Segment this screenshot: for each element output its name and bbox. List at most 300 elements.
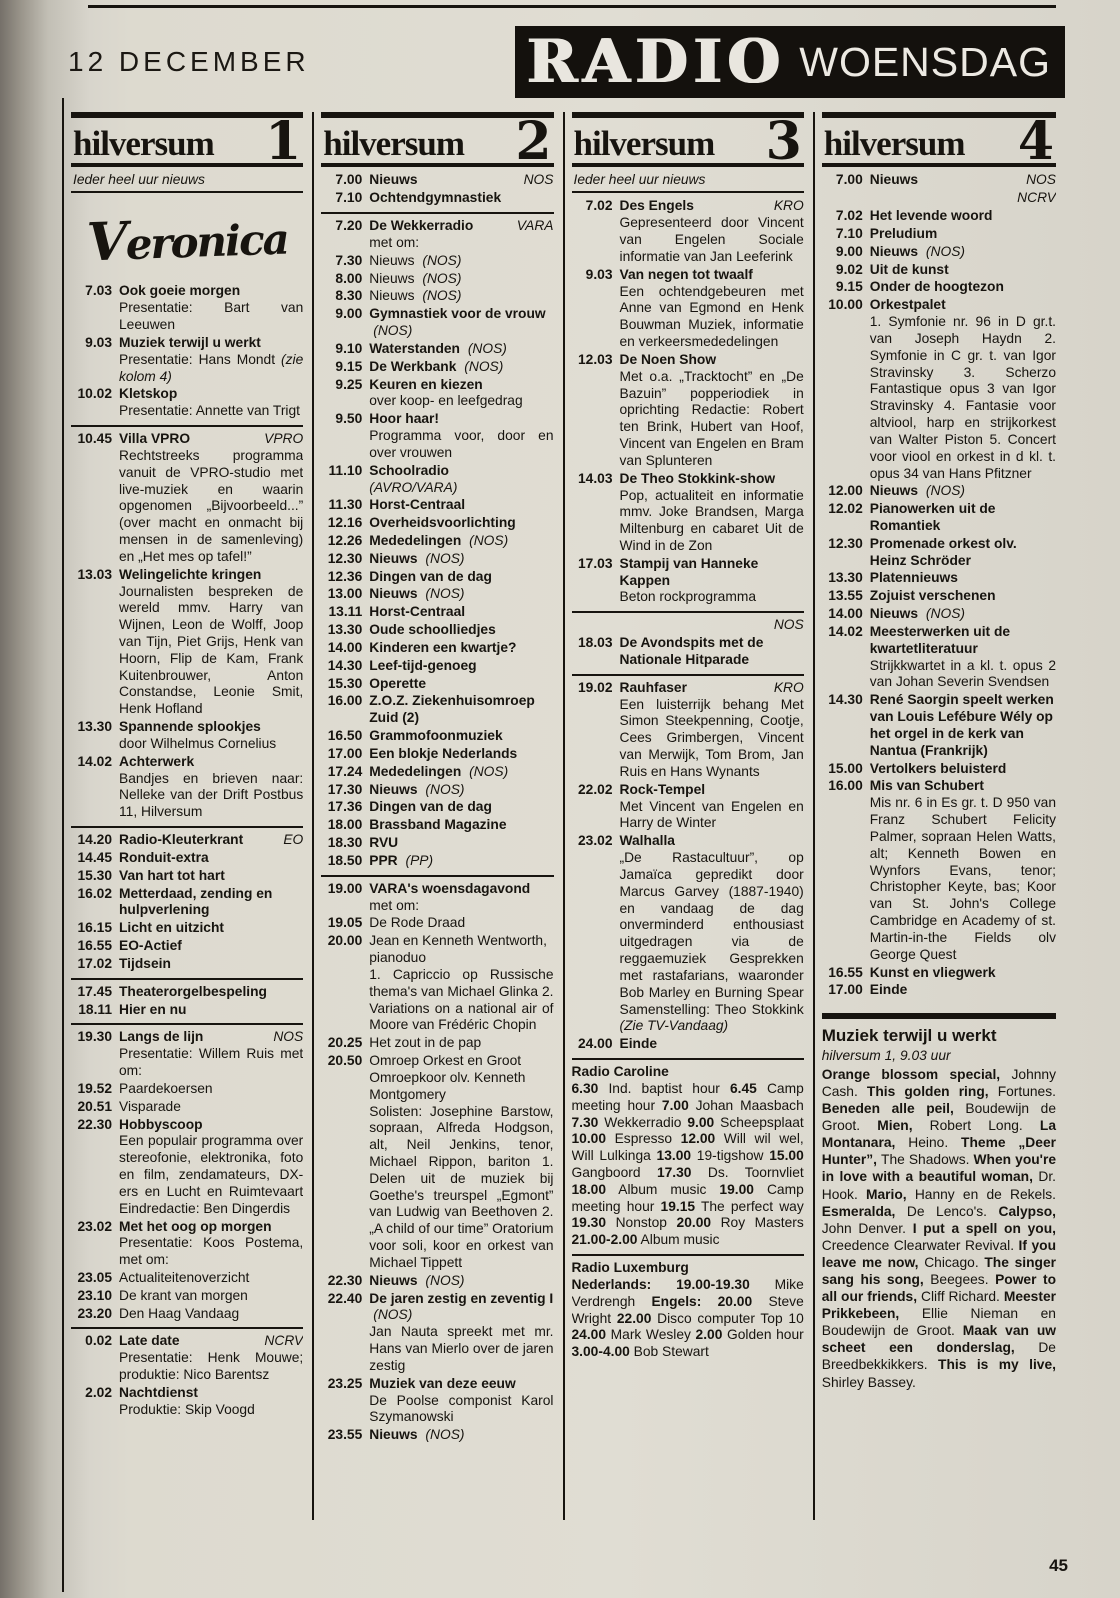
program-body	[369, 853, 553, 870]
program-body	[369, 411, 553, 461]
program-row	[321, 1035, 553, 1052]
program-row	[71, 1029, 303, 1079]
program-row	[822, 588, 1056, 605]
program-entry	[71, 719, 303, 753]
program-body	[870, 570, 1056, 587]
program-title: Orkestpalet	[869, 297, 946, 313]
program-row	[71, 335, 303, 385]
program-row	[822, 190, 1056, 207]
program-entry	[71, 335, 303, 385]
program-entry	[71, 920, 303, 937]
program-row	[321, 728, 553, 745]
song-title: Maak van uw scheet een donderslag ,	[822, 1323, 1056, 1355]
program-time: 23.02	[577, 833, 613, 849]
program-details: Presentatie: Hans Mondt (zie kolom 4)	[119, 351, 304, 384]
program-row	[321, 835, 553, 852]
column-header-2	[321, 111, 553, 172]
program-body	[369, 306, 553, 340]
song-title: Esmeralda ,	[822, 1204, 907, 1219]
program-row	[321, 622, 553, 639]
program-network-suffix: (NOS)	[425, 1272, 465, 1288]
program-entry	[321, 728, 553, 745]
program-title: Rock-Tempel	[619, 781, 706, 797]
program-time: 7.00	[335, 172, 363, 188]
program-details: met om:	[369, 897, 420, 913]
program-body	[369, 622, 553, 639]
program-entry	[71, 978, 303, 1001]
program-list-2	[321, 167, 553, 1444]
program-body	[119, 868, 303, 885]
program-time: 13.30	[327, 622, 363, 638]
program-entry	[71, 1385, 303, 1419]
program-row	[822, 570, 1056, 587]
program-row	[321, 569, 553, 586]
program-network-suffix: (NOS)	[925, 243, 965, 259]
program-time: 12.00	[828, 483, 863, 499]
program-network-suffix: (NOS)	[467, 340, 507, 356]
column-hilversum-4	[815, 112, 1065, 1520]
program-title: Einde	[869, 982, 908, 998]
track-item	[822, 1204, 999, 1219]
program-title: Mededelingen	[369, 763, 462, 779]
program-body	[119, 386, 303, 420]
program-title: Des Engels	[619, 198, 694, 214]
artist-name: Chicago .	[924, 1255, 984, 1270]
program-row	[572, 782, 804, 832]
program-time: 20.50	[327, 1053, 363, 1069]
program-time: 10.45	[77, 431, 112, 447]
broadcaster-tag: NOS	[773, 617, 804, 633]
artist-name: John Denver .	[822, 1221, 913, 1236]
program-entry	[321, 1376, 553, 1426]
program-time: 14.20	[77, 832, 112, 848]
column-hilversum-3	[565, 112, 815, 1520]
program-entry	[321, 799, 553, 816]
program-time: 16.00	[828, 778, 863, 794]
program-details: Mis nr. 6 in Es gr. t. D 950 van Franz Schubert Felicity Palmer, sopraan Helen Watts, alt; Kenneth Bowen en Wynfors Evans, tenor; Christopher Keyte, bas; Koor van St. John's College Cambridge en Academy of st. Martin-in-the Fields olv George Quest	[869, 795, 1056, 962]
artist-name: The Shadows .	[881, 1152, 974, 1167]
program-title: Omroep Orkest en Groot Omroepkoor olv. Kenneth Montgomery	[369, 1053, 526, 1102]
program-time: 23.20	[77, 1305, 112, 1321]
track-item	[867, 1084, 1056, 1099]
program-title: Rauhfaser	[619, 679, 687, 695]
program-title: Grammofoonmuziek	[369, 728, 503, 744]
program-title: Leef-tijd-genoeg	[369, 657, 477, 673]
program-body	[119, 1029, 303, 1079]
program-entry	[71, 886, 303, 920]
program-body	[369, 604, 553, 621]
program-entry	[321, 359, 553, 376]
column-number: 4	[1017, 111, 1054, 172]
program-entry	[321, 551, 553, 568]
program-title: Overheidsvoorlichting	[369, 515, 516, 531]
program-entry	[321, 622, 553, 639]
program-time: 17.00	[828, 982, 863, 998]
program-entry	[71, 1099, 303, 1116]
program-entry	[321, 817, 553, 834]
program-body	[620, 833, 804, 1035]
program-entry	[321, 1427, 553, 1444]
program-row	[321, 359, 553, 376]
track-list	[822, 1066, 1056, 1391]
program-entry	[321, 853, 553, 870]
program-title: Schoolradio	[369, 462, 449, 478]
column-name: hilversum	[73, 124, 214, 164]
program-time: 17.24	[327, 763, 363, 779]
program-row	[321, 377, 553, 411]
program-entry	[71, 386, 303, 420]
program-body	[369, 782, 553, 799]
program-entry	[822, 536, 1056, 570]
program-title: Promenade orkest olv. Heinz Schröder	[869, 535, 1017, 568]
program-entry	[822, 778, 1056, 963]
program-time: 9.00	[335, 306, 363, 322]
program-title: Horst-Centraal	[369, 604, 466, 620]
program-entry	[321, 764, 553, 781]
program-entry	[822, 761, 1056, 778]
program-time: 15.30	[77, 867, 112, 883]
program-body	[620, 635, 804, 669]
program-time: 11.30	[328, 497, 363, 513]
column-header-3	[572, 111, 804, 172]
program-entry	[572, 635, 804, 669]
date-label: 12 DECEMBER	[68, 46, 310, 77]
program-title: Nieuws	[369, 288, 415, 304]
program-title: Theaterorgelbespeling	[119, 983, 267, 999]
muziek-terwijl-u-werkt-box	[822, 1013, 1056, 1390]
program-time: 23.10	[77, 1287, 112, 1303]
program-title: René Saorgin speelt werken van Louis Lefébure Wély op het orgel in de kerk van Nantua (Frankrijk)	[869, 692, 1054, 758]
program-time: 17.45	[77, 983, 112, 999]
program-title: Meesterwerken uit de kwartetliteratuur	[869, 623, 1011, 656]
program-body	[369, 551, 553, 568]
program-network-suffix: (NOS)	[469, 533, 509, 548]
program-time: 24.00	[577, 1036, 613, 1052]
program-body	[119, 956, 303, 973]
column-header-4	[822, 111, 1056, 172]
program-time: 15.30	[327, 675, 363, 691]
song-title: Mien ,	[877, 1118, 929, 1133]
program-network-suffix: (NOS)	[373, 323, 413, 339]
program-entry	[321, 533, 553, 550]
program-time: 16.50	[327, 728, 363, 744]
program-entry	[321, 212, 553, 252]
program-title: Ochtendgymnastiek	[369, 190, 502, 206]
program-entry	[321, 172, 553, 189]
program-row	[321, 853, 553, 870]
box-subtitle: hilversum 1, 9.03 uur	[821, 1047, 951, 1063]
program-list-3	[572, 193, 804, 1361]
program-entry	[71, 754, 303, 821]
program-time: 13.00	[327, 586, 363, 602]
program-details: over koop- en leefgedrag	[369, 393, 523, 409]
program-details: Journalisten bespreken de wereld mmv. Harry van Wijnen, Leon de Wolff, Joop van Tijn, Piet Grijs, Henk van Hoorn, Flip de Kam, Frank Kuitenbrouwer, Anton Constandse, Leonie Smit, Henk Hofland	[119, 583, 304, 717]
program-title: Visparade	[119, 1098, 181, 1114]
program-entry	[71, 1002, 303, 1019]
program-row	[572, 1260, 804, 1361]
program-time: 8.30	[335, 288, 363, 304]
program-body	[119, 1219, 303, 1269]
program-time: 18.30	[327, 835, 363, 851]
column-number: 2	[515, 111, 552, 172]
program-row	[822, 297, 1056, 482]
program-entry	[572, 1058, 804, 1249]
program-entry	[822, 226, 1056, 243]
program-row	[321, 1376, 553, 1426]
program-entry	[822, 501, 1056, 535]
broadcaster-tag: NCRV	[1017, 190, 1056, 206]
program-details: Een populair programma over stereofonie, elektronika, foto en film, zendamateurs, DX-ers en Lucht en Ruimtevaart Eindredactie: Ben Dingerdis	[119, 1133, 304, 1216]
program-time: 20.00	[327, 933, 363, 949]
program-title: Mededelingen	[369, 533, 462, 548]
program-entry	[71, 1327, 303, 1383]
program-entry	[572, 352, 804, 470]
program-time: 0.02	[85, 1333, 112, 1349]
program-row	[822, 172, 1056, 189]
program-body	[119, 1288, 303, 1305]
program-network-suffix: (NOS)	[425, 1427, 465, 1443]
program-row	[321, 551, 553, 568]
program-entry	[572, 471, 804, 555]
program-body	[369, 497, 553, 514]
song-title: Power to all our friends ,	[822, 1272, 1056, 1304]
program-details: De Poolse componist Karol Szymanowski	[369, 1392, 554, 1425]
program-title: De Wekkerradio	[369, 218, 474, 234]
program-time: 12.02	[828, 501, 863, 517]
program-title: Late date	[119, 1333, 180, 1349]
broadcaster-tag: NOS	[1026, 172, 1056, 188]
program-entry	[321, 271, 553, 288]
program-row	[321, 271, 553, 288]
program-entry	[321, 463, 553, 497]
program-entry	[321, 1035, 553, 1052]
program-details: Bandjes en brieven naar: Nelleke van der Drift Postbus 11, Hilversum	[119, 770, 304, 820]
program-network-suffix: (NOS)	[469, 763, 509, 779]
program-time: 12.03	[577, 351, 613, 367]
program-title: Keuren en kiezen	[369, 376, 483, 392]
program-title: Platennieuws	[869, 570, 958, 586]
program-title: Kletskop	[119, 386, 178, 402]
program-row	[572, 635, 804, 669]
column-hilversum-1	[64, 112, 314, 1520]
program-title: Nieuws	[869, 172, 919, 188]
program-row	[321, 172, 553, 189]
program-row	[822, 965, 1056, 982]
program-title: Waterstanden	[369, 340, 460, 356]
song-title: If you leave me now ,	[822, 1238, 1056, 1270]
program-network-suffix: (NOS)	[425, 781, 465, 797]
program-time: 20.51	[77, 1098, 112, 1114]
program-time: 22.02	[577, 781, 613, 797]
program-title: Langs de lijn	[119, 1029, 204, 1045]
program-details: Nederlands: 19.00-19.30 Mike Verdrengh Engels: 20.00 Steve Wright 22.00 Disco computer Top 10 24.00 Mark Wesley 2.00 Golden hour 3.00-4.00 Bob Stewart	[571, 1276, 804, 1360]
program-row	[321, 586, 553, 603]
program-time: 17.02	[77, 955, 112, 971]
program-entry	[822, 190, 1056, 207]
program-entry	[572, 1036, 804, 1053]
program-title: Dingen van de dag	[369, 799, 492, 815]
program-body	[119, 1385, 303, 1419]
program-body	[119, 1333, 303, 1383]
program-body	[369, 1291, 553, 1375]
program-row	[71, 850, 303, 867]
program-time: 19.30	[77, 1029, 112, 1045]
program-time: 9.25	[335, 376, 363, 392]
program-body	[369, 1273, 553, 1290]
program-row	[71, 832, 303, 849]
program-time: 7.00	[835, 172, 863, 188]
program-title: Van negen tot twaalf	[619, 266, 753, 282]
program-body	[369, 190, 553, 207]
program-time: 17.00	[327, 745, 363, 761]
column-header-1	[71, 111, 303, 172]
program-time: 14.00	[327, 639, 363, 655]
program-entry	[572, 267, 804, 351]
program-row	[822, 536, 1056, 570]
program-body	[870, 262, 1056, 279]
program-body	[119, 1002, 303, 1019]
program-time: 17.30	[327, 781, 363, 797]
program-entry	[822, 262, 1056, 279]
program-entry	[71, 1306, 303, 1323]
broadcaster-tag: KRO	[773, 679, 804, 695]
program-time: 14.02	[77, 753, 112, 769]
program-entry	[822, 244, 1056, 261]
program-title: Hier en nu	[119, 1001, 187, 1017]
program-time: 22.40	[327, 1290, 363, 1306]
program-row	[822, 483, 1056, 500]
program-entry	[321, 933, 553, 1034]
program-title: Tijdsein	[119, 955, 171, 971]
program-title: Nieuws	[369, 1272, 418, 1288]
program-entry	[822, 208, 1056, 225]
program-title: RVU	[369, 835, 399, 851]
program-row	[822, 606, 1056, 623]
program-row	[71, 938, 303, 955]
program-title: Muziek van deze eeuw	[369, 1375, 516, 1391]
program-body	[369, 764, 553, 781]
column-hilversum-2	[314, 112, 564, 1520]
program-body	[369, 746, 553, 763]
program-time: 19.52	[77, 1080, 112, 1096]
program-body	[119, 567, 303, 718]
program-row	[822, 208, 1056, 225]
program-time: 17.36	[327, 799, 363, 815]
program-time: 13.11	[328, 604, 363, 620]
program-body	[119, 719, 303, 753]
program-details: Presentatie: Annette van Trigt	[119, 403, 301, 419]
artist-name: De Breedbekkikkers .	[822, 1340, 1056, 1372]
program-body	[870, 692, 1056, 759]
program-row	[321, 933, 553, 1034]
program-details: Presentatie: Bart van Leeuwen	[119, 300, 304, 333]
program-body	[369, 172, 553, 189]
program-time: 9.50	[335, 411, 363, 427]
program-title: EO-Actief	[119, 938, 182, 954]
program-body	[870, 965, 1056, 982]
program-body	[822, 190, 1056, 207]
program-entry	[822, 982, 1056, 999]
program-time: 7.20	[335, 218, 363, 234]
program-title: Z.O.Z. Ziekenhuisomroep Zuid (2)	[369, 693, 535, 726]
program-time: 14.30	[828, 692, 863, 708]
program-row	[321, 658, 553, 675]
program-time: 18.03	[577, 635, 613, 651]
program-title: Gymnastiek voor de vrouw	[369, 306, 546, 322]
program-details: Programma voor, door en over vrouwen	[369, 428, 554, 460]
program-entry	[572, 833, 804, 1035]
program-entry	[321, 640, 553, 657]
hourly-news-note: Ieder heel uur nieuws	[572, 167, 804, 193]
program-body	[369, 271, 553, 288]
program-details: met om:	[369, 234, 420, 250]
program-body	[870, 606, 1056, 623]
song-title: This is my live ,	[938, 1357, 1056, 1372]
program-time: 9.00	[835, 243, 863, 259]
program-row	[822, 279, 1056, 296]
program-title: Kinderen een kwartje?	[369, 639, 517, 655]
program-body	[369, 533, 553, 550]
program-time: 9.03	[85, 334, 112, 350]
program-time: 9.03	[585, 266, 613, 282]
program-time: 22.30	[327, 1272, 363, 1288]
program-row	[572, 198, 804, 265]
program-network-suffix: (NOS)	[464, 358, 504, 374]
program-body	[870, 226, 1056, 243]
artist-name: De Lenco's .	[907, 1204, 999, 1219]
column-number: 3	[765, 111, 802, 172]
program-title: Met het oog op morgen	[119, 1218, 272, 1234]
program-time: 23.25	[327, 1375, 363, 1391]
program-time: 14.00	[828, 606, 863, 622]
program-title: Oude schoolliedjes	[369, 622, 496, 638]
program-title: Brassband Magazine	[369, 817, 507, 833]
hourly-news-note: Ieder heel uur nieuws	[71, 167, 303, 193]
program-details: Met o.a. „Tracktocht” en „De Bazuin” popperiodiek in oprichting Redactie: Robert ten Brink, Hubert van Hoof, Vincent van Engelen en Bram van Splunteren	[619, 368, 804, 468]
program-time: 12.26	[327, 533, 363, 548]
program-body	[369, 835, 553, 852]
program-title: VARA's woensdagavond	[369, 880, 531, 896]
program-body	[119, 754, 303, 821]
program-network-suffix: (NOS)	[373, 1307, 413, 1323]
program-title: Stampij van Hanneke Kappen	[619, 555, 759, 588]
program-body	[870, 297, 1056, 482]
song-title: Orange blossom special ,	[822, 1067, 1012, 1082]
program-entry	[71, 425, 303, 566]
broadcaster-tag: KRO	[773, 198, 804, 214]
program-row	[572, 471, 804, 555]
program-body	[369, 658, 553, 675]
program-details: 6.30 Ind. baptist hour 6.45 Camp meeting hour 7.00 Johan Maasbach 7.30 Wekkerradio 9.00 Scheepsplaat 10.00 Espresso 12.00 Will wil wel, Will Lulkinga 13.00 19-tigshow 15.00 Gangboord 17.30 Ds. Toornvliet 18.00 Album music 19.00 Camp meeting hour 19.15 The perfect way 19.30 Nonstop 20.00 Roy Masters 21.00-2.00 Album music	[571, 1080, 804, 1248]
program-body	[119, 886, 303, 920]
program-entry	[321, 782, 553, 799]
program-entry	[71, 567, 303, 718]
program-row	[71, 886, 303, 920]
program-title: Hoor haar!	[369, 411, 440, 427]
program-body	[620, 782, 804, 832]
program-title: Achterwerk	[119, 753, 195, 769]
program-entry	[822, 692, 1056, 759]
program-title: Nieuws	[869, 243, 919, 259]
program-row	[71, 984, 303, 1001]
program-time: 19.02	[577, 679, 613, 695]
program-body	[119, 984, 303, 1001]
program-time: 14.45	[77, 849, 112, 865]
program-entry	[321, 190, 553, 207]
program-time: 20.25	[327, 1035, 363, 1051]
program-title: Welingelichte kringen	[119, 566, 262, 582]
program-entry	[71, 1081, 303, 1098]
